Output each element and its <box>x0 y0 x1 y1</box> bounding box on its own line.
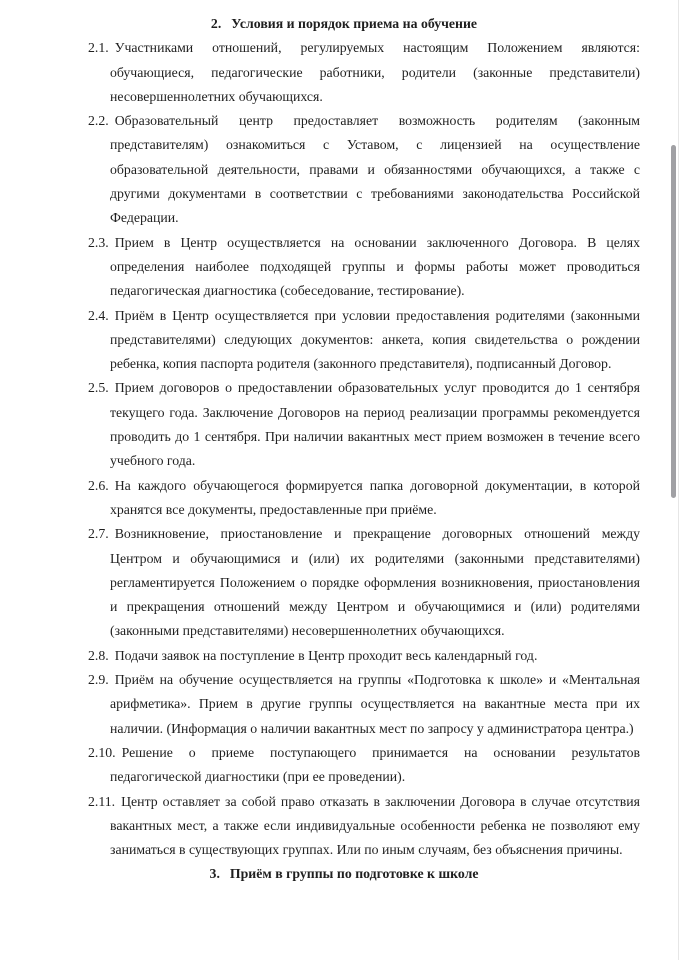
item-number: 2.2. <box>88 113 109 129</box>
section-heading-2 <box>68 12 620 36</box>
item-number: 2.10. <box>88 744 116 760</box>
item-number: 2.3. <box>88 234 109 250</box>
item-text: Подачи заявок на поступление в Центр проходит весь календарный год. <box>114 647 538 663</box>
item-text: Центр оставляет за собой право отказать в заключении Договора в случае отсутствия вакантных мест, а также если индивидуальные особенности ребенка не позволяют ему заниматься в существующих группах. Или по иным случаям, без объяснения причины. <box>110 793 640 858</box>
list-item-2-5 <box>88 376 640 473</box>
scrollbar-track <box>678 0 679 960</box>
item-number: 2.6. <box>88 477 109 493</box>
section-heading-3 <box>68 862 620 886</box>
heading-number: 3. <box>209 866 220 882</box>
list-item-2-9 <box>88 668 640 741</box>
item-text: Прием договоров о предоставлении образовательных услуг проводится до 1 сентября текущего года. Заключение Договоров на период реализации программы рекомендуется проводить до 1 сентября. При наличии вакантных мест прием возможен в течение всего учебного года. <box>110 380 640 469</box>
list-item-2-1 <box>88 36 640 109</box>
document-content <box>88 12 640 887</box>
item-number: 2.1. <box>88 40 109 56</box>
list-item-2-10 <box>88 741 640 790</box>
item-text: Решение о приеме поступающего принимается на основании результатов педагогической диагностики (при ее проведении). <box>110 744 640 785</box>
item-number: 2.11. <box>88 793 116 809</box>
heading-title: Приём в группы по подготовке к школе <box>229 866 479 882</box>
list-item-2-6 <box>88 474 640 523</box>
item-text: Возникновение, приостановление и прекращение договорных отношений между Центром и обучающимися и (или) их родителями (законными представителями) регламентируется Положением о порядке оформления возникновения, приостановления и прекращения отношений между Центром и обучающимися и (или) родителями (законными представителями) несовершеннолетних обучающихся. <box>110 526 640 639</box>
item-number: 2.5. <box>88 380 109 396</box>
item-text: Прием в Центр осуществляется на основании заключенного Договора. В целях определения наиболее подходящей группы и формы работы может проводиться педагогическая диагностика (собеседование, тестирование). <box>110 234 640 299</box>
list-item-2-7 <box>88 522 640 643</box>
item-text: Приём на обучение осуществляется на группы «Подготовка к школе» и «Ментальная арифметика». Прием в другие группы осуществляется на вакантные места при их наличии. (Информация о наличии вакантных мест по запросу у администратора центра.) <box>110 672 640 736</box>
list-item-2-11 <box>88 790 640 863</box>
item-text: На каждого обучающегося формируется папка договорной документации, в которой хранятся все документы, предоставленные при приёме. <box>110 477 640 517</box>
item-number: 2.4. <box>88 307 109 323</box>
list-item-2-2 <box>88 109 640 230</box>
item-text: Приём в Центр осуществляется при условии предоставления родителями (законными представителями) следующих документов: анкета, копия свидетельства о рождении ребенка, копия паспорта родителя (законного представителя), подписанный Договор. <box>110 307 640 372</box>
item-number: 2.9. <box>88 672 109 688</box>
list-item-2-8 <box>88 644 640 668</box>
heading-number: 2. <box>210 16 222 31</box>
item-number: 2.8. <box>88 647 109 663</box>
list-item-2-3 <box>88 231 640 304</box>
list-item-2-4 <box>88 304 640 377</box>
item-number: 2.7. <box>88 526 109 542</box>
heading-title: Условия и порядок приема на обучение <box>231 16 478 31</box>
scrollbar-thumb[interactable] <box>671 145 676 498</box>
item-text: Образовательный центр предоставляет возможность родителям (законным представителям) ознакомиться с Уставом, с лицензией на осуществление образовательной деятельности, правами и обязанностями обучающихся, а также с другими документами в соответствии с требованиями законодательства Российской Федерации. <box>110 113 640 226</box>
item-text: Участниками отношений, регулируемых настоящим Положением являются: обучающиеся, педагогические работники, родители (законные представители) несовершеннолетних обучающихся. <box>110 40 640 104</box>
